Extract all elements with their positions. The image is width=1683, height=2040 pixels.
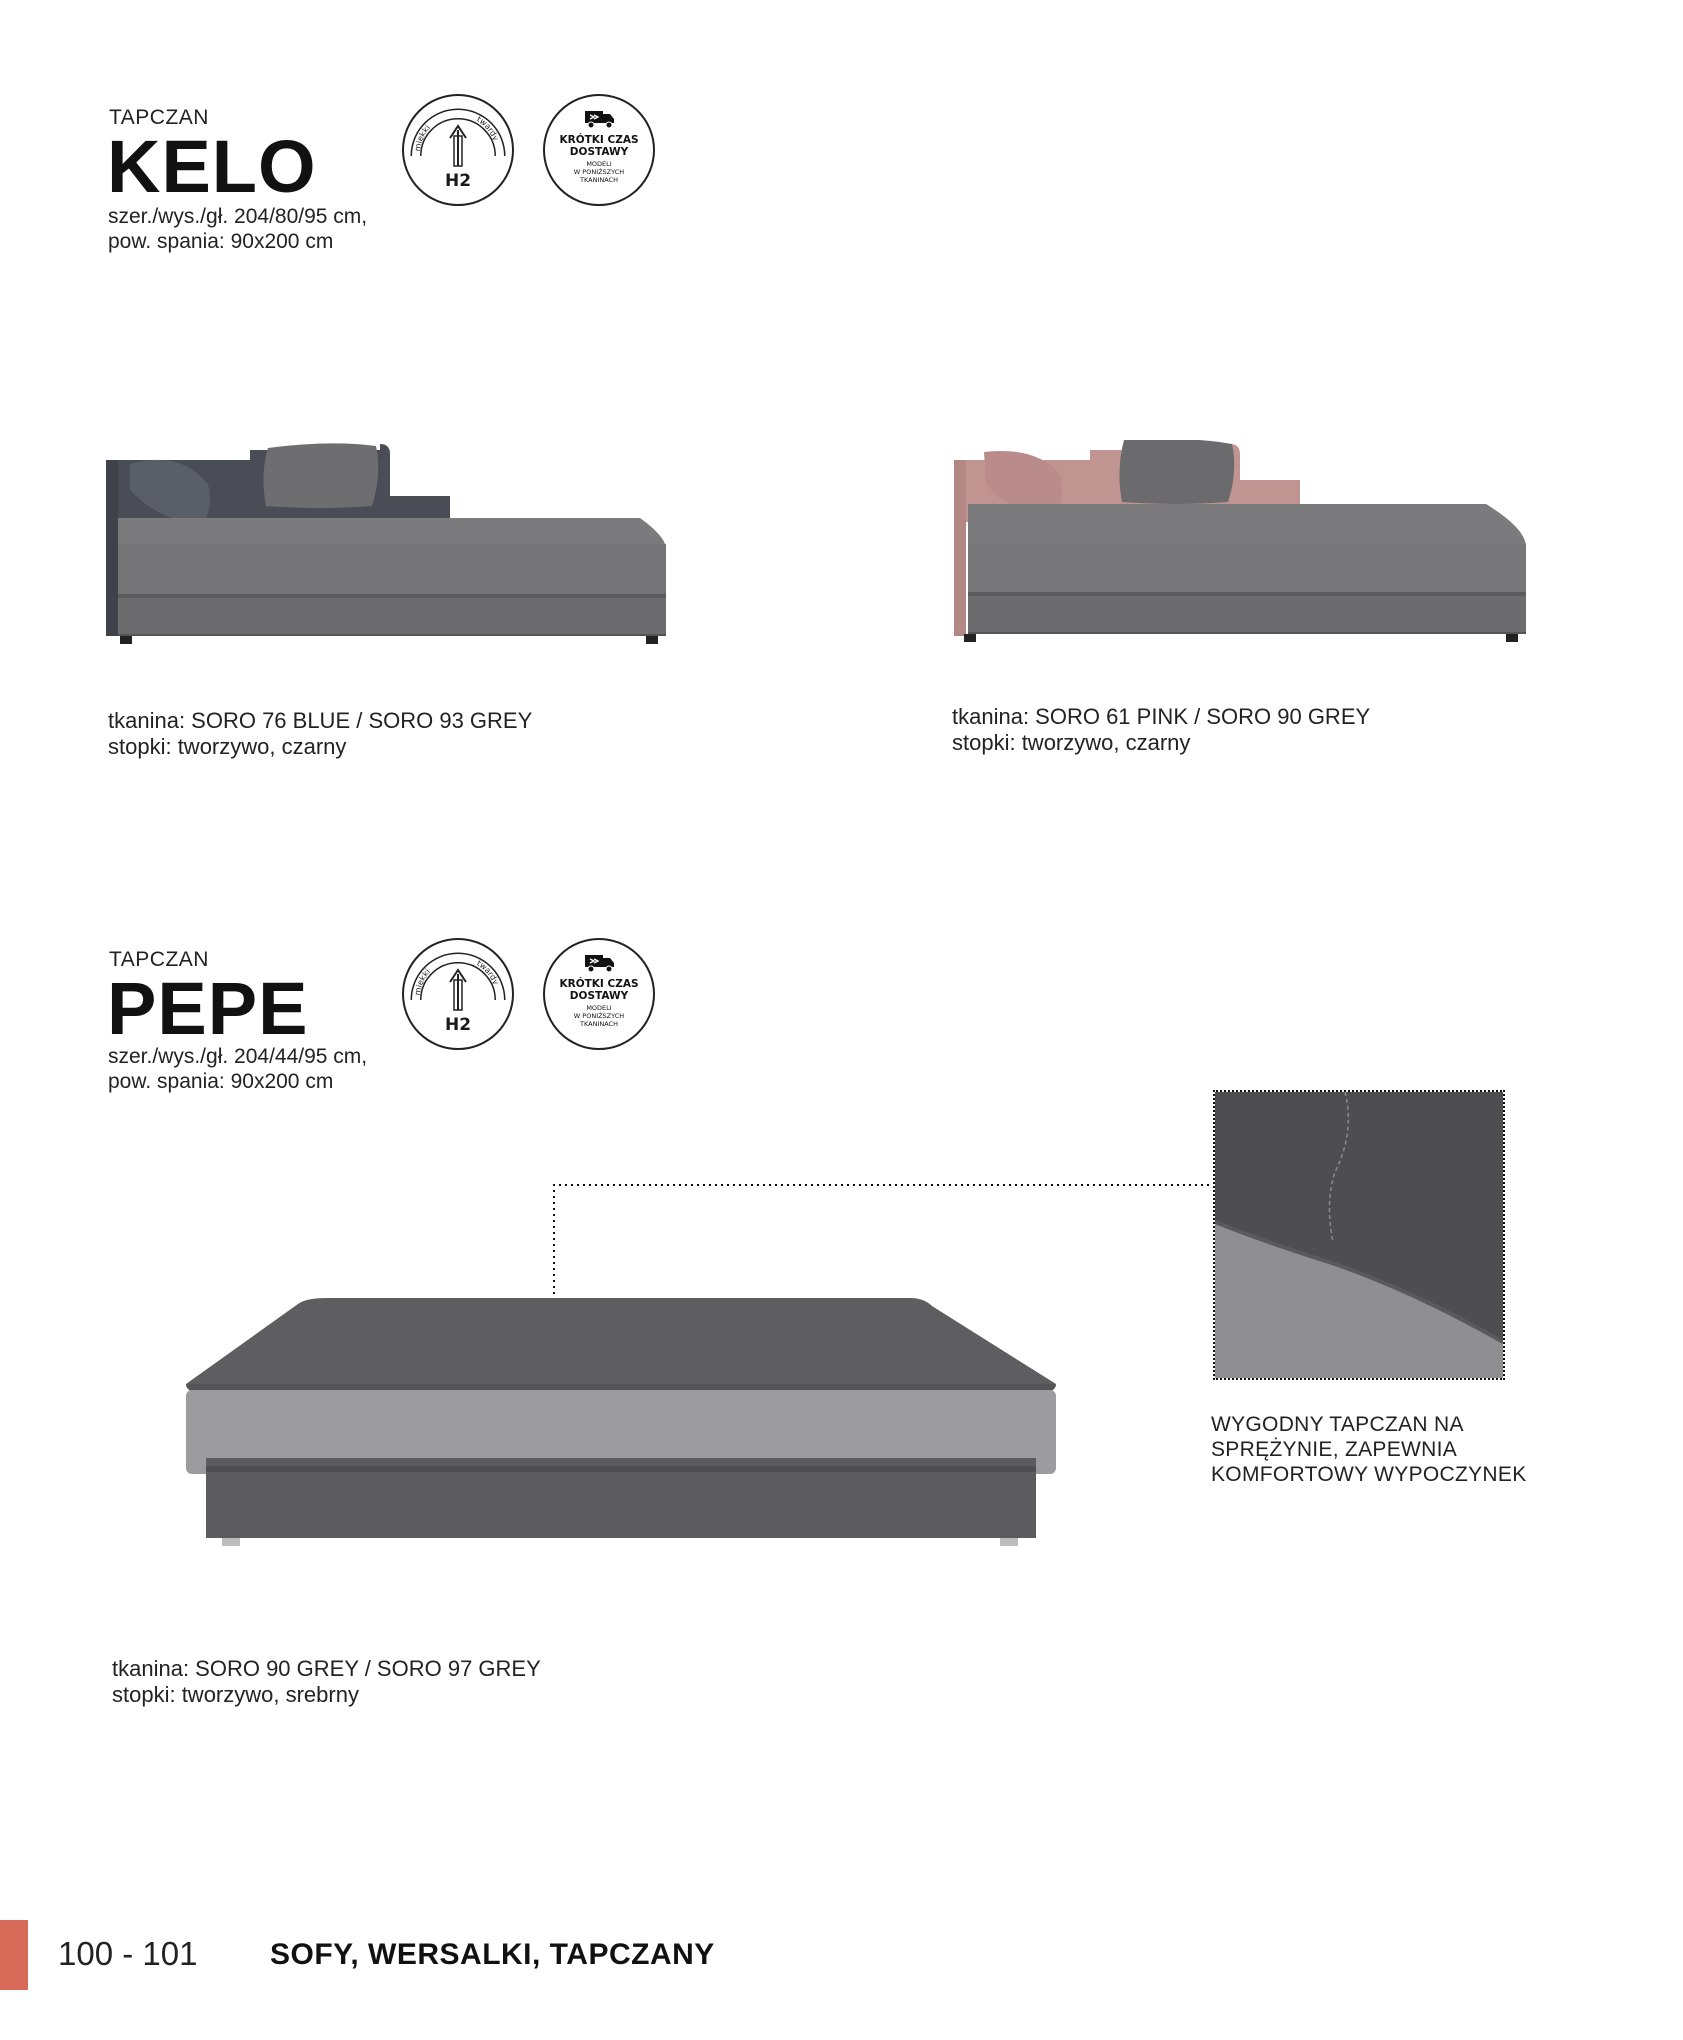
truck-icon bbox=[583, 108, 617, 130]
footer-accent-bar bbox=[0, 1920, 28, 1990]
delivery-sub1: MODELI bbox=[586, 160, 612, 168]
pepe-feature-text bbox=[1211, 1412, 1527, 1487]
delivery-title bbox=[545, 134, 653, 158]
pepe-delivery-sub3: TKANINACH bbox=[580, 1020, 618, 1028]
fabric-detail-swatch bbox=[1213, 1090, 1505, 1380]
pepe-delivery-sub2: W PONIŻSZYCH bbox=[573, 1012, 625, 1020]
pepe-variant1-fabric: tkanina: SORO 90 GREY / SORO 97 GREY bbox=[112, 1656, 541, 1681]
kelo-blue-grey-image bbox=[100, 440, 670, 650]
pepe-delivery-title bbox=[545, 978, 653, 1002]
pepe-delivery-sub1: MODELI bbox=[586, 1004, 612, 1012]
pepe-delivery-line1: KRÓTKI CZAS bbox=[559, 978, 639, 990]
pepe-delivery-badge bbox=[543, 938, 655, 1050]
pepe-delivery-line2: DOSTAWY bbox=[569, 990, 629, 1002]
delivery-sub bbox=[545, 160, 653, 184]
pepe-kicker: TAPCZAN bbox=[109, 948, 209, 971]
pepe-variant1-caption bbox=[112, 1656, 541, 1708]
pepe-feature-line2: SPRĘŻYNIE, ZAPEWNIA bbox=[1211, 1438, 1458, 1461]
pepe-delivery-sub bbox=[545, 1004, 653, 1028]
kelo-variant1-feet: stopki: tworzywo, czarny bbox=[108, 734, 347, 759]
kelo-variant2-caption bbox=[952, 704, 1370, 756]
pepe-firmness-badge bbox=[402, 938, 514, 1050]
delivery-sub3: TKANINACH bbox=[580, 176, 618, 184]
pepe-truck-icon bbox=[583, 952, 617, 974]
kelo-variant2-feet: stopki: tworzywo, czarny bbox=[952, 730, 1191, 755]
section-title: SOFY, WERSALKI, TAPCZANY bbox=[270, 1938, 715, 1971]
fabric-detail-image bbox=[1215, 1092, 1503, 1378]
pepe-firmness-hard-label: twardy bbox=[475, 958, 501, 987]
pepe-firmness-soft-label: miękki bbox=[412, 967, 432, 996]
delivery-badge bbox=[543, 94, 655, 206]
kelo-dimensions bbox=[108, 204, 367, 254]
firmness-level: H2 bbox=[444, 171, 472, 191]
delivery-sub2: W PONIŻSZYCH bbox=[573, 168, 625, 176]
pepe-feature-line3: KOMFORTOWY WYPOCZYNEK bbox=[1211, 1463, 1527, 1486]
pepe-feature-line1: WYGODNY TAPCZAN NA bbox=[1211, 1413, 1464, 1436]
pepe-image bbox=[186, 1296, 1056, 1556]
delivery-line2: DOSTAWY bbox=[569, 146, 629, 158]
kelo-variant1-fabric: tkanina: SORO 76 BLUE / SORO 93 GREY bbox=[108, 708, 533, 733]
kelo-kicker: TAPCZAN bbox=[109, 106, 209, 129]
kelo-variant1-caption bbox=[108, 708, 532, 760]
firmness-badge bbox=[402, 94, 514, 206]
kelo-variant2-fabric: tkanina: SORO 61 PINK / SORO 90 GREY bbox=[952, 704, 1371, 729]
kelo-title: KELO bbox=[107, 125, 317, 208]
page-numbers: 100 - 101 bbox=[58, 1935, 198, 1972]
pepe-dimensions bbox=[108, 1044, 367, 1094]
pepe-firmness-level: H2 bbox=[444, 1015, 472, 1035]
pepe-dims-line1: szer./wys./gł. 204/44/95 cm, bbox=[108, 1045, 368, 1068]
kelo-dims-line2: pow. spania: 90x200 cm bbox=[108, 230, 334, 253]
pepe-title: PEPE bbox=[107, 967, 309, 1050]
delivery-line1: KRÓTKI CZAS bbox=[559, 134, 639, 146]
kelo-dims-line1: szer./wys./gł. 204/80/95 cm, bbox=[108, 205, 368, 228]
pepe-variant1-feet: stopki: tworzywo, srebrny bbox=[112, 1682, 359, 1707]
kelo-pink-grey-image bbox=[950, 440, 1530, 650]
firmness-soft-label: miękki bbox=[412, 123, 432, 152]
pepe-dims-line2: pow. spania: 90x200 cm bbox=[108, 1070, 334, 1093]
firmness-hard-label: twardy bbox=[475, 114, 501, 143]
